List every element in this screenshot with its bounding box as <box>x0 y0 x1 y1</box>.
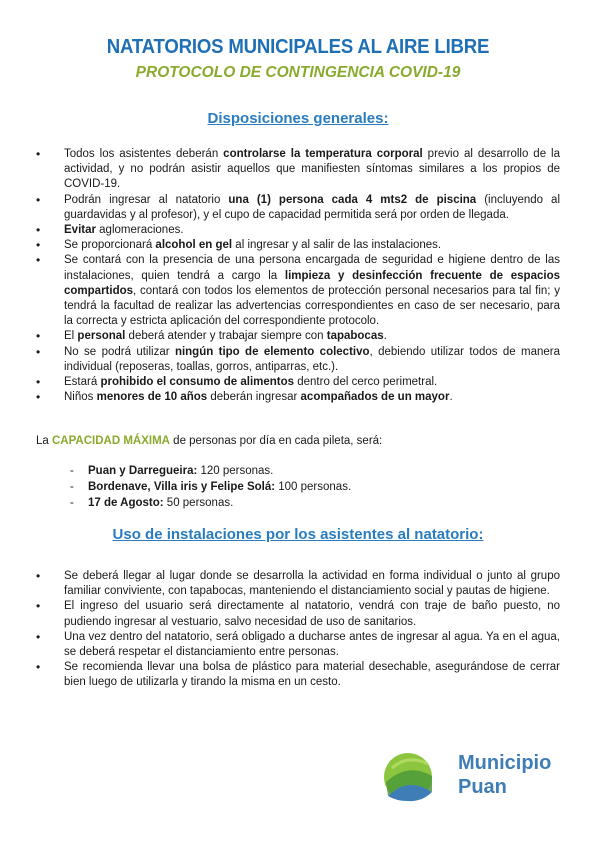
municipio-puan-logo <box>378 746 568 804</box>
usage-list <box>36 569 560 691</box>
bold-text: ningún tipo de elemento colectivo <box>174 345 370 358</box>
text: deberá atender y trabajar siempre con <box>125 330 327 343</box>
text: (incluyendo al guardavidas y al profesor), y el cupo de capacidad permitida será por orden de llegada. <box>64 193 561 221</box>
text: Se recomienda llevar una bolsa de plástico para material desechable, asegurándose de cerrar bien luego de utilizarla y tirando la misma en un cesto. <box>64 661 560 689</box>
general-dispositions-list <box>36 147 560 405</box>
text: Una vez dentro del natatorio, será obligado a ducharse antes de ingresar al agua. Ya en el agua, se deberá respetar el distanciamiento entre personas. <box>64 630 560 659</box>
capacity-place: 17 de Agosto: <box>88 497 164 509</box>
capacity-place: Bordenave, Villa iris y Felipe Solá: <box>88 481 276 493</box>
logo-mark-icon <box>378 746 450 804</box>
bold-text: menores de 10 años <box>96 391 208 404</box>
text: El ingreso del usuario será directamente al natatorio, vendrá con traje de baño puesto, no pudiendo ingresar al vestuario, salvo necesidad de uso de sanitarios. <box>64 600 560 628</box>
general-dispositions-heading: Disposiciones generales: <box>207 110 389 127</box>
bold-text: acompañados de un mayor <box>300 391 450 404</box>
list-item <box>36 193 560 223</box>
text: El <box>64 330 78 343</box>
text: deberán ingresar <box>207 391 301 404</box>
list-item <box>36 599 560 629</box>
bold-text: controlarse la temperatura corporal <box>223 148 423 160</box>
bold-text: prohibido el consumo de alimentos <box>100 376 295 389</box>
text: previo al desarrollo de la actividad, y no podrán asistir aquellos que manifiesten síntomas similares a los propios de COVID-19. <box>64 148 560 191</box>
text: , contará con todos los elementos de protección personal necesarios para tal fin; y tendrá la facultad de realizar las advertencias correspondientes en caso de ser necesario, para la correcta y estricta aplicación del correspondiente protocolo. <box>64 284 560 328</box>
capacity-count: 50 personas. <box>163 497 234 509</box>
list-item <box>36 345 560 375</box>
capacity-list <box>36 463 560 511</box>
list-item <box>36 375 560 390</box>
text: aglomeraciones. <box>95 224 184 237</box>
capacity-count: 120 personas. <box>197 465 274 477</box>
capacity-statement <box>36 435 560 447</box>
logo-line-2: Puan <box>458 776 507 798</box>
document-subtitle: PROTOCOLO DE CONTINGENCIA COVID-19 <box>135 64 461 81</box>
document-title: NATATORIOS MUNICIPALES AL AIRE LIBRE <box>106 36 490 58</box>
text: Podrán ingresar al natatorio <box>64 193 229 206</box>
text: . <box>383 330 387 343</box>
bold-text: personal <box>77 330 126 343</box>
list-item <box>36 253 560 329</box>
list-item <box>36 630 560 660</box>
bold-text: una (1) persona cada 4 mts2 de piscina <box>228 193 477 206</box>
usage-heading: Uso de instalaciones por los asistentes al natatorio: <box>112 526 484 543</box>
text: Se contará con la presencia de una persona encargada de seguridad e higiene dentro de las instalaciones, quien tendrá a cargo la <box>64 254 560 282</box>
text: Estará <box>64 376 101 389</box>
bold-text: alcohol en gel <box>155 239 233 252</box>
text: dentro del cerco perimetral. <box>294 376 438 389</box>
capacity-item <box>36 495 560 511</box>
text: Todos los asistentes deberán <box>64 148 224 160</box>
capacity-place: Puan y Darregueira: <box>88 465 198 477</box>
capacity-emphasis: CAPACIDAD MÁXIMA <box>52 435 170 447</box>
list-item <box>36 329 560 344</box>
bold-text: tapabocas <box>326 330 384 343</box>
capacity-prefix: La <box>36 435 52 447</box>
bold-text: limpieza y desinfección frecuente de espacios compartidos <box>64 269 560 297</box>
text: . <box>449 391 453 404</box>
capacity-item <box>36 479 560 495</box>
capacity-count: 100 personas. <box>275 481 352 493</box>
text: No se podrá utilizar <box>64 345 175 358</box>
logo-line-1: Municipio <box>458 752 552 774</box>
list-item <box>36 223 560 238</box>
list-item <box>36 390 560 405</box>
list-item <box>36 569 560 599</box>
list-item <box>36 147 560 193</box>
text: al ingresar y al salir de las instalaciones. <box>232 239 442 252</box>
capacity-item <box>36 463 560 479</box>
text: Se deberá llegar al lugar donde se desarrolla la actividad en forma individual o junto al grupo familiar conviviente, con tapabocas, manteniendo el distanciamiento social y pautas de higiene. <box>64 570 560 598</box>
bold-text: Evitar <box>64 224 96 237</box>
capacity-suffix: de personas por día en cada pileta, será: <box>169 435 383 447</box>
text: Niños <box>64 391 97 404</box>
list-item <box>36 660 560 690</box>
text: , debiendo utilizar todos de manera individual (reposeras, toallas, gorros, antiparras, etc.). <box>64 345 560 373</box>
text: Se proporcionará <box>64 239 156 252</box>
list-item <box>36 238 560 253</box>
